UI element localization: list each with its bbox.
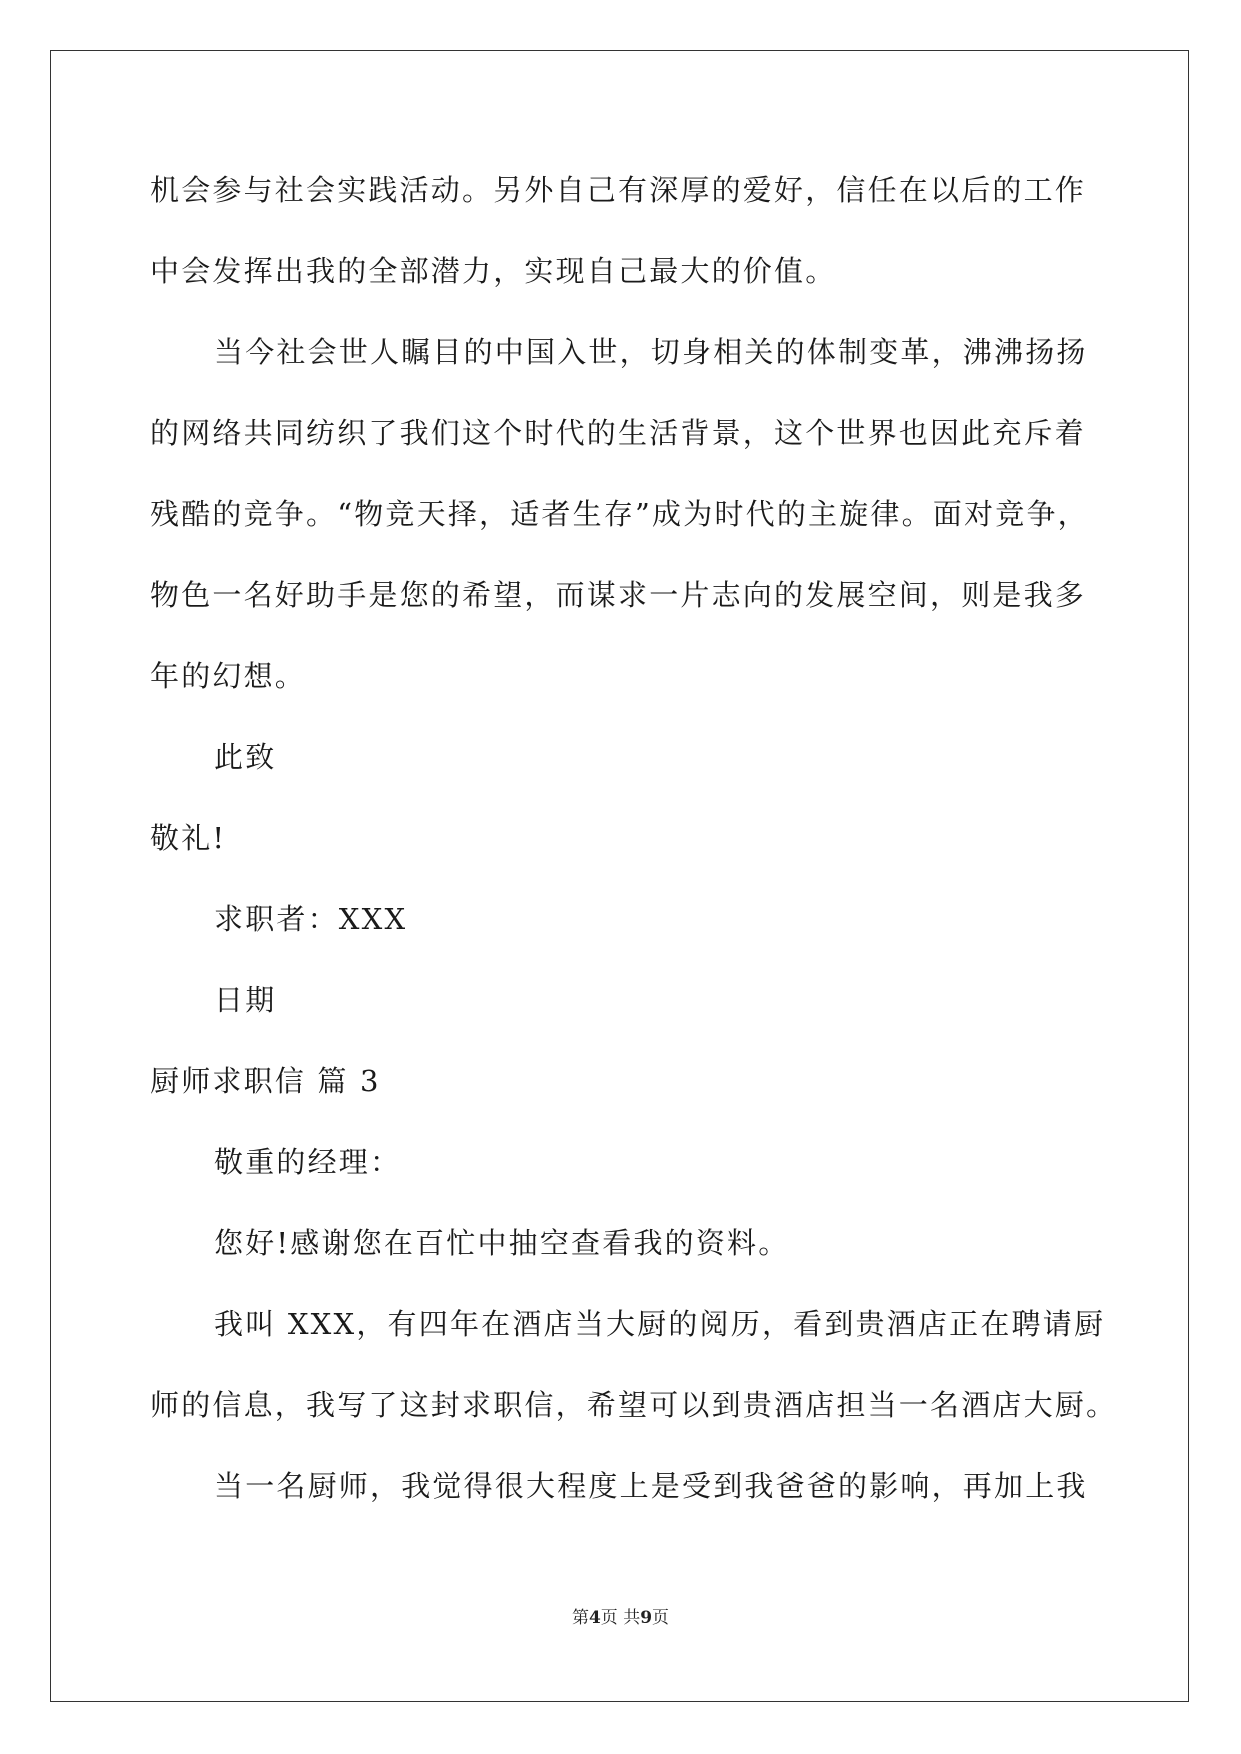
body-line: 我叫 XXX，有四年在酒店当大厨的阅历，看到贵酒店正在聘请厨 — [214, 1307, 1106, 1341]
footer-suffix: 页 — [652, 1608, 670, 1628]
section-heading: 厨师求职信 篇 3 — [150, 1064, 381, 1098]
body-line: 年的幻想。 — [150, 659, 307, 693]
greeting-line: 敬重的经理： — [214, 1145, 402, 1179]
body-line: 的网络共同纺织了我们这个时代的生活背景，这个世界也因此充斥着 — [150, 416, 1087, 450]
body-line: 机会参与社会实践活动。另外自己有深厚的爱好，信任在以后的工作 — [150, 173, 1087, 207]
footer-middle: 页 共 — [600, 1608, 641, 1628]
page-border — [50, 50, 1189, 1702]
body-line: 当今社会世人瞩目的中国入世，切身相关的体制变革，沸沸扬扬 — [214, 335, 1088, 369]
body-line: 残酷的竞争。“物竞天择，适者生存”成为时代的主旋律。面对竞争， — [150, 497, 1089, 531]
closing-line: 此致 — [214, 740, 277, 774]
page-footer — [0, 1607, 1241, 1629]
body-line: 您好!感谢您在百忙中抽空查看我的资料。 — [214, 1226, 790, 1260]
footer-prefix: 第 — [571, 1608, 589, 1628]
body-line: 当一名厨师，我觉得很大程度上是受到我爸爸的影响，再加上我 — [214, 1469, 1088, 1503]
current-page-number: 4 — [588, 1608, 601, 1628]
total-pages-number: 9 — [640, 1608, 653, 1628]
salutation-line: 敬礼! — [150, 821, 227, 855]
date-line: 日期 — [214, 983, 277, 1017]
body-line: 物色一名好助手是您的希望，而谋求一片志向的发展空间，则是我多 — [150, 578, 1087, 612]
body-line: 中会发挥出我的全部潜力，实现自己最大的价值。 — [150, 254, 837, 288]
signature-line: 求职者：XXX — [214, 902, 408, 936]
body-line: 师的信息，我写了这封求职信，希望可以到贵酒店担当一名酒店大厨。 — [150, 1388, 1118, 1422]
